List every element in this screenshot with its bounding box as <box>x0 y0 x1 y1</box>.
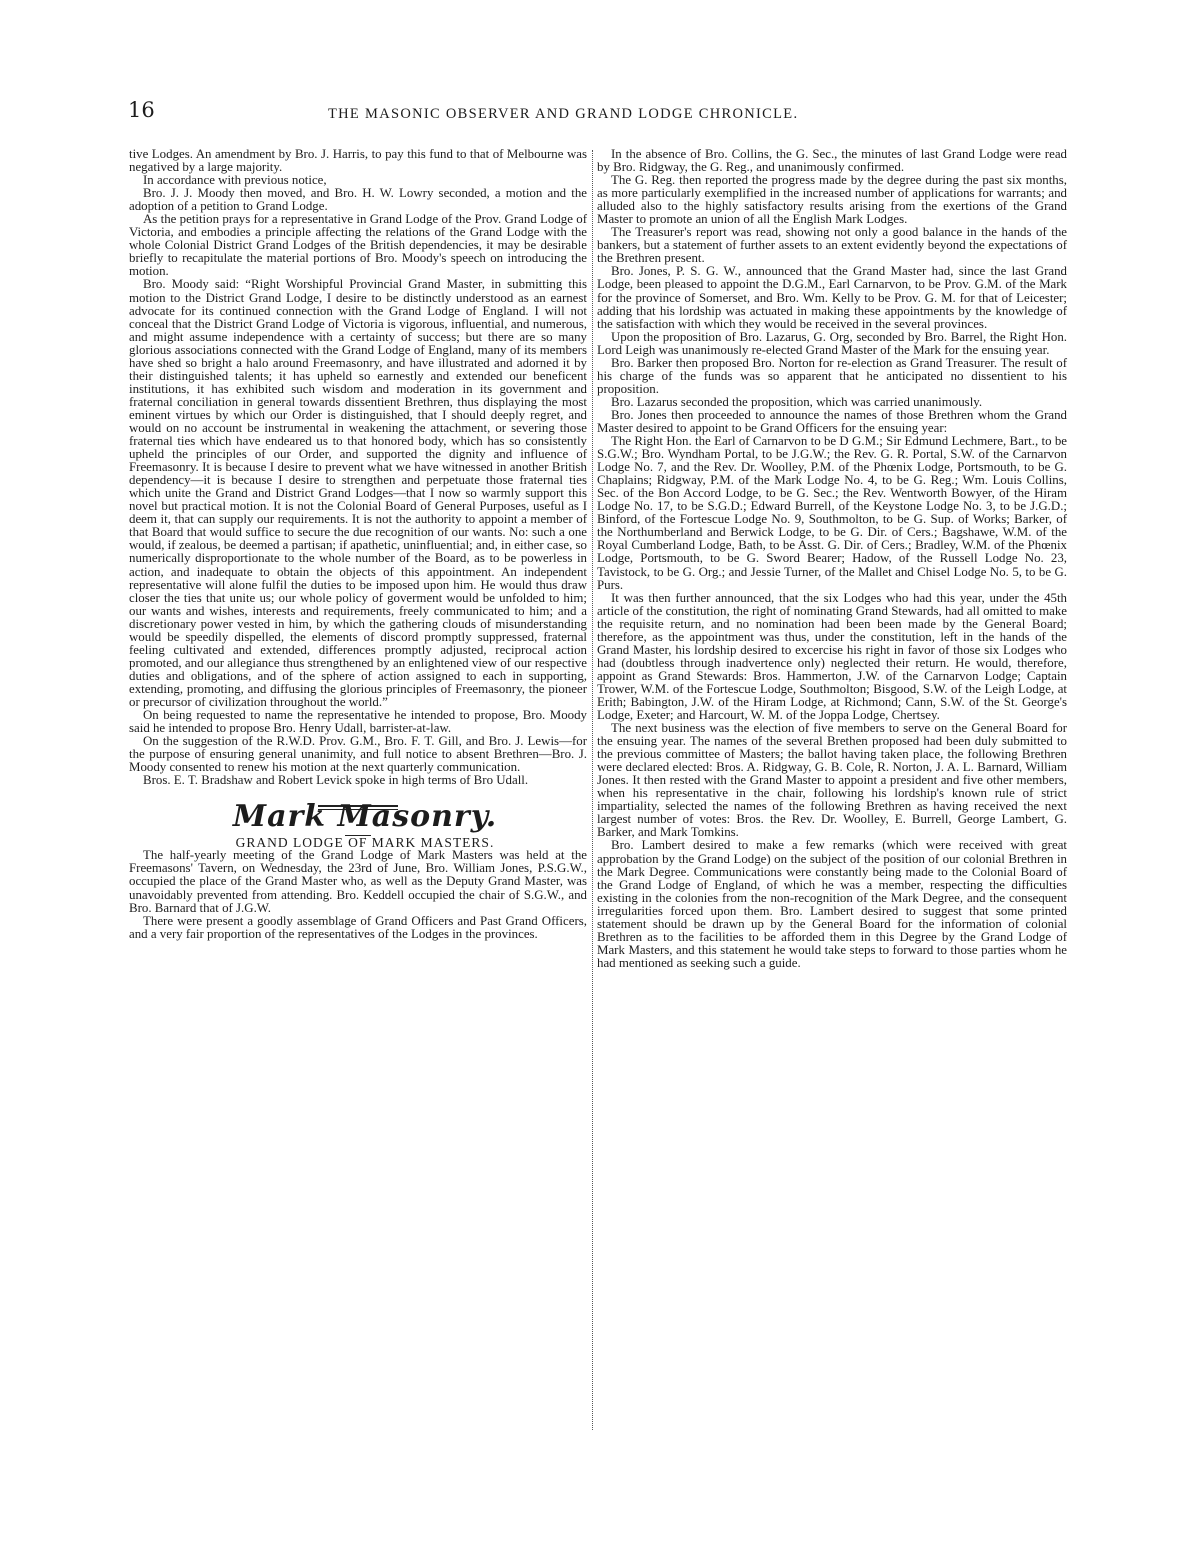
paragraph: Bro. Lazarus seconded the proposition, which was carried unanimously. <box>611 394 983 409</box>
page-number: 16 <box>128 98 155 122</box>
paragraph: On being requested to name the representative he intended to propose, Bro. Moody said he intended to propose Bro. Henry Udall, barrister-at-law. <box>129 708 587 736</box>
paragraph: Upon the proposition of Bro. Lazarus, G. Org, seconded by Bro. Barrel, the Right Hon. Lord Leigh was unanimously re-elected Grand Master of the Mark for the ensuing year. <box>597 329 1067 357</box>
paragraph: Bro. Lambert desired to make a few remarks (which were received with great approbation by the Grand Lodge) on the subject of the position of our colonial Brethren in the Mark Degree. Communications were constantly being made to the Colonial Board of the Grand Lodge of England, of which he was a member, respecting the difficulties existing in the colonies from the non-recognition of the Mark Degree, and the consequent irregularities forced upon them. Bro. Lambert desired to suggest that some printed statement should be drawn up by the General Board for the information of colonial Brethren as to the facilities to be afforded them in this Degree by the Grand Lodge of Mark Masters, and this statement he would take steps to forward to those parties whom he had mentioned as seeking such a guide. <box>597 838 1067 970</box>
section-subhead: GRAND LODGE OF MARK MASTERS. <box>235 835 495 851</box>
paragraph: tive Lodges. An amendment by Bro. J. Harris, to pay this fund to that of Melbourne was negatived by a large majority. <box>129 147 587 175</box>
column-divider <box>592 150 593 1430</box>
paragraph: The G. Reg. then reported the progress made by the degree during the past six months, as more particularly exemplified in the increased number of applications for warrants; and alluded also to the highly satisfactory results arising from the exertions of the Grand Master to promote an union of all the English Mark Lodges. <box>597 173 1067 227</box>
paragraph: There were present a goodly assemblage of Grand Officers and Past Grand Officers, and a very fair proportion of the representatives of the Lodges in the provinces. <box>129 913 587 941</box>
running-title: THE MASONIC OBSERVER AND GRAND LODGE CHRONICLE. <box>328 106 799 122</box>
paragraph: Bros. E. T. Bradshaw and Robert Levick spoke in high terms of Bro Udall. <box>143 773 529 788</box>
page-header <box>128 98 1068 134</box>
paragraph: On the suggestion of the R.W.D. Prov. G.M., Bro. F. T. Gill, and Bro. J. Lewis—for the purpose of ensuring general unanimity, and full notice to absent Brethren—Bro. J. Moody consented to renew his motion at the next quarterly communication. <box>129 734 587 775</box>
paragraph: In accordance with previous notice, <box>143 173 327 188</box>
paragraph: The Right Hon. the Earl of Carnarvon to be D G.M.; Sir Edmund Lechmere, Bart., to be S.G.W.; Bro. Wyndham Portal, to be J.G.W.; the Rev. G. R. Portal, S.W. of the Carnarvon Lodge No. 7, and the Rev. Dr. Woolley, P.M. of the Phœnix Lodge, Portsmouth, to be G. Chaplains; Ridgway, P.M. of the Mark Lodge No. 4, to be G. Reg.; Wm. Louis Collins, Sec. of the Bon Accord Lodge, to be G. Sec.; the Rev. Wentworth Bowyer, of the Hiram Lodge No. 17, to be S.G.D.; Edward Burrell, of the Keystone Lodge No. 3, to be J.G.D.; Binford, of the Fortescue Lodge No. 9, Southmolton, to be G. Sup. of Works; Barker, of the Northumberland and Berwick Lodge, to be G. Dir. of Cers.; Bagshawe, W.M. of the Royal Cumberland Lodge, Bath, to be Asst. G. Dir. of Cers.; Bradley, W.M. of the Phœnix Lodge, Portsmouth, to be G. Sword Bearer; Hadow, of the Russell Lodge No. 23, Tavistock, to be G. Org.; and Jessie Turner, of the Mallet and Chisel Lodge No. 5, to be G. Purs. <box>597 434 1067 592</box>
section-title: Mark Masonry. <box>232 799 498 835</box>
paragraph: As the petition prays for a representative in Grand Lodge of the Prov. Grand Lodge of Victoria, and embodies a principle affecting the relations of the Grand Lodge with the whole Colonial District Grand Lodges of the British dependencies, it may be desirable briefly to recapitulate the material portions of Bro. Moody's speech on introducing the motion. <box>129 212 587 279</box>
paragraph: The Treasurer's report was read, showing not only a good balance in the hands of the bankers, but a statement of further assets to an extent evidently beyond the expectations of the Brethren present. <box>597 225 1067 266</box>
paragraph: The half-yearly meeting of the Grand Lodge of Mark Masters was held at the Freemasons' Tavern, on Wednesday, the 23rd of June, Bro. William Jones, P.S.G.W., occupied the place of the Grand Master who, as well as the Deputy Grand Master, was unavoidably prevented from attending. Bro. Keddell occupied the chair of S.G.W., and Bro. Barnard that of J.G.W. <box>129 848 587 915</box>
paragraph: In the absence of Bro. Collins, the G. Sec., the minutes of last Grand Lodge were read by Bro. Ridgway, the G. Reg., and unanimously confirmed. <box>597 147 1067 175</box>
left-column <box>129 148 587 941</box>
paragraph: The next business was the election of five members to serve on the General Board for the ensuing year. The names of the several Brethen proposed had been duly submitted to the previous committee of Masters; the ballot having taken place, the following Brethren were declared elected: Bros. A. Ridgway, G. B. Cole, R. Norton, J. A. L. Barnard, William Jones. It then rested with the Grand Master to appoint a president and five other members, when his representative in the chair, following his lordship's known rule of strict impartiality, selected the names of the following Brethren as having received the next largest number of votes: Bros. the Rev. Dr. Woolley, E. Burrell, George Lambert, G. Barker, and Mark Tomkins. <box>597 721 1067 840</box>
paragraph: Bro. Moody said: “Right Worshipful Provincial Grand Master, in submitting this motion to the District Grand Lodge, I desire to be distinctly understood as an earnest advocate for its continued connection with the Grand Lodge of England. I will not conceal that the District Grand Lodge of Victoria is vigorous, influential, and numerous, and might assume independence with a certainty of success; but there are so many glorious associations connected with the Grand Lodge of England, many of its members have shed so bright a halo around Freemasonry, and have illustrated and adorned it by their distinguished talents; it has upheld so earnestly and extended our beneficent institutions, it has exhibited such wisdom and moderation in its government and fraternal conciliation in general towards dissentient Brethren, thus displaying the most eminent virtues by which our Order is distinguished, that I should deeply regret, and would on no account be instrumental in weakening the attachment, or severing those fraternal ties which have endeared us to that honored body, which has so consistently upheld the principles of our Order, and supported the dignity and influence of Freemasonry. It is because I desire to prevent what we have witnessed in another British dependency—it is because I desire to strengthen and perpetuate those fraternal ties which unite the Grand and District Grand Lodges—that I now so warmly support this novel but practical motion. It is not the Colonial Board of General Purposes, useful as I deem it, that can supply our requirements. It is not the authority to appoint a member of that Board that would suffice to secure the due recognition of our wants. No: such a one would, if zealous, be deemed a partisan; if apathetic, uninfluential; and, in either case, so numerically disproportionate to the whole number of the Board, as to be powerless in action, and inadequate to obtain the objects of this appointment. An independent representative will alone fulfil the duties to be imposed upon him. He would thus draw closer the ties that unite us; our whole policy of goverment would be unfolded to him; our wants and wishes, interests and requirements, freely communicated to him; and a discretionary power vested in him, by which the gathering clouds of misunderstanding would be speedily dispelled, the elements of discord promptly suppressed, fraternal feeling cultivated and extended, differences promptly adjusted, reciprocal action promoted, and our allegiance thus strengthened by an enlightened view of our respective duties and obligations, and of the sphere of action assigned to each in supporting, extending, promoting, and diffusing the glorious principles of Freemasonry, the pioneer or precursor of civilization throughout the world.” <box>129 277 587 709</box>
paragraph: Bro. Barker then proposed Bro. Norton for re-election as Grand Treasurer. The result of his charge of the funds was so apparent that he anticipated no dissentient to his proposition. <box>597 355 1067 396</box>
paragraph: Bro. J. J. Moody then moved, and Bro. H. W. Lowry seconded, a motion and the adoption of a petition to Grand Lodge. <box>129 186 587 214</box>
right-column <box>597 148 1067 970</box>
paragraph: Bro. Jones then proceeded to announce the names of those Brethren whom the Grand Master desired to appoint to be Grand Officers for the ensuing year: <box>597 407 1067 435</box>
paragraph: Bro. Jones, P. S. G. W., announced that the Grand Master had, since the last Grand Lodge, been pleased to appoint the D.G.M., Earl Carnarvon, to be Prov. G.M. of the Mark for the province of Somerset, and Bro. Wm. Kelly to be Prov. G. M. for that of Leicester; adding that his lordship was actuated in making these appointments by the knowledge of the satisfaction with which they would be received in the several provinces. <box>597 264 1067 331</box>
paragraph: It was then further announced, that the six Lodges who had this year, under the 45th article of the constitution, the right of nominating Grand Stewards, had all omitted to make the requisite return, and no nomination had been been made by the General Board; therefore, as the appointment was thus, under the constitution, left in the hands of the Grand Master, his lordship desired to excercise his right in favor of those six Lodges who had (doubtless through inadvertence only) neglected their return. He would, therefore, appoint as Grand Stewards: Bros. Hammerton, J.W. of the Carnarvon Lodge; Captain Trower, W.M. of the Fortescue Lodge, Southmolton; Bisgood, S.W. of the Leigh Lodge, at Erith; Babington, J.W. of the Hiram Lodge, at Richmond; Cann, S.W. of the St. George's Lodge, Exeter; and Harcourt, W. M. of the Joppa Lodge, Chertsey. <box>597 590 1067 723</box>
